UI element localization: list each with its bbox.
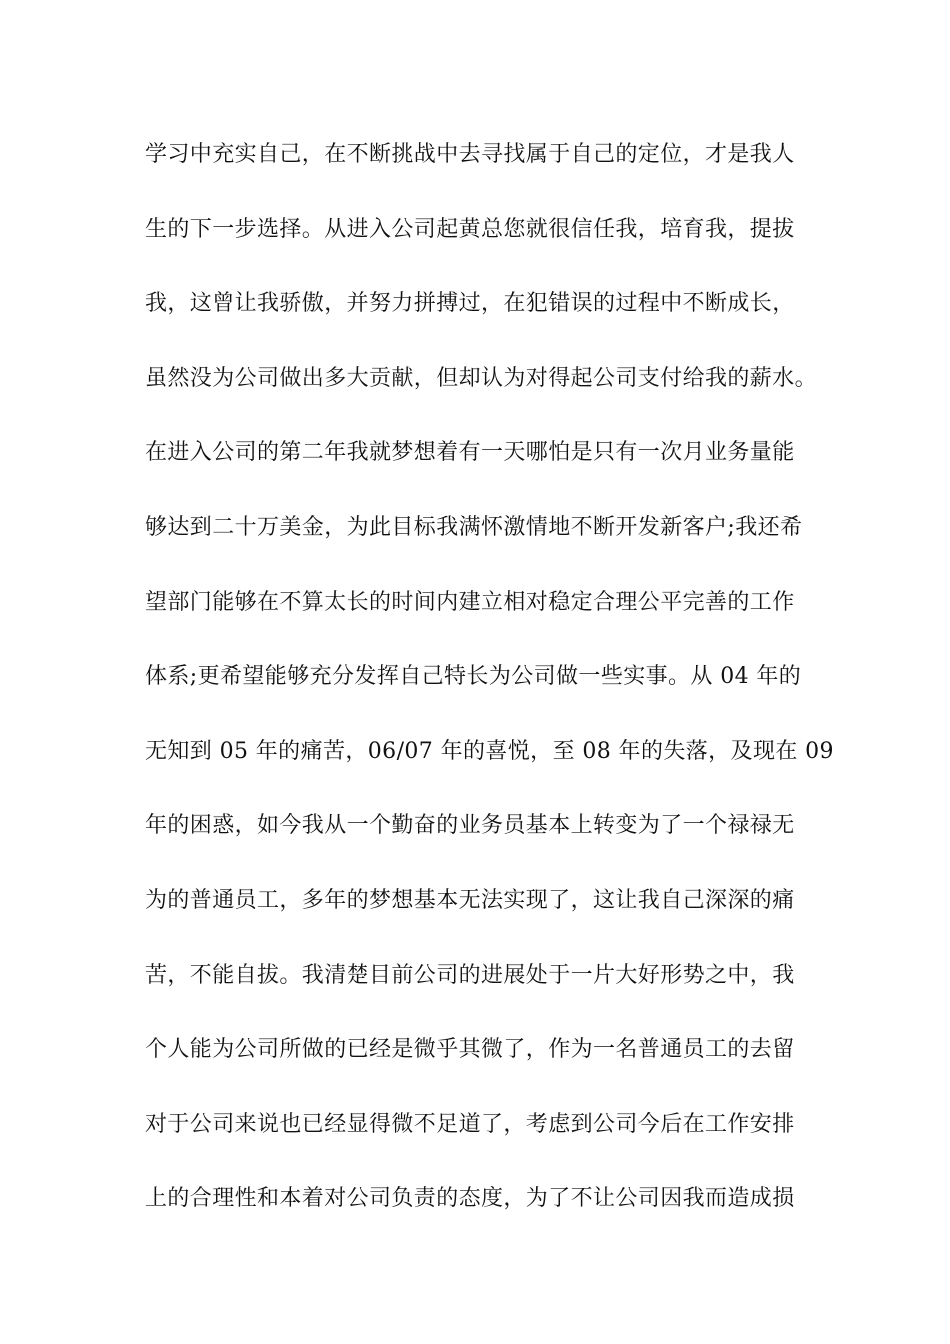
text-line: 体系;更希望能够充分发挥自己特长为公司做一些实事。从 04 年的	[145, 664, 802, 690]
text-line: 我，这曾让我骄傲，并努力拼搏过，在犯错误的过程中不断成长，	[145, 291, 795, 317]
text-line: 为的普通员工，多年的梦想基本无法实现了，这让我自己深深的痛	[145, 887, 795, 913]
text-line: 无知到 05 年的痛苦，06/07 年的喜悦，至 08 年的失落，及现在 09	[145, 738, 834, 764]
text-line: 对于公司来说也已经显得微不足道了，考虑到公司今后在工作安排	[145, 1111, 795, 1137]
text-line: 够达到二十万美金，为此目标我满怀激情地不断开发新客户;我还希	[145, 514, 803, 540]
text-line: 年的困惑，如今我从一个勤奋的业务员基本上转变为了一个禄禄无	[145, 813, 795, 839]
document-body	[145, 118, 834, 1237]
text-line: 学习中充实自己，在不断挑战中去寻找属于自己的定位，才是我人	[145, 142, 795, 167]
text-line: 上的合理性和本着对公司负责的态度，为了不让公司因我而造成损	[145, 1186, 795, 1212]
text-line: 望部门能够在不算太长的时间内建立相对稳定合理公平完善的工作	[145, 589, 795, 615]
text-line: 在进入公司的第二年我就梦想着有一天哪怕是只有一次月业务量能	[145, 440, 795, 466]
text-line: 苦，不能自拔。我清楚目前公司的进展处于一片大好形势之中，我	[145, 962, 795, 988]
text-line: 虽然没为公司做出多大贡献，但却认为对得起公司支付给我的薪水。	[145, 365, 818, 391]
text-line: 个人能为公司所做的已经是微乎其微了，作为一名普通员工的去留	[145, 1037, 795, 1063]
text-line: 生的下一步选择。从进入公司起黄总您就很信任我，培育我，提拔	[145, 216, 795, 242]
